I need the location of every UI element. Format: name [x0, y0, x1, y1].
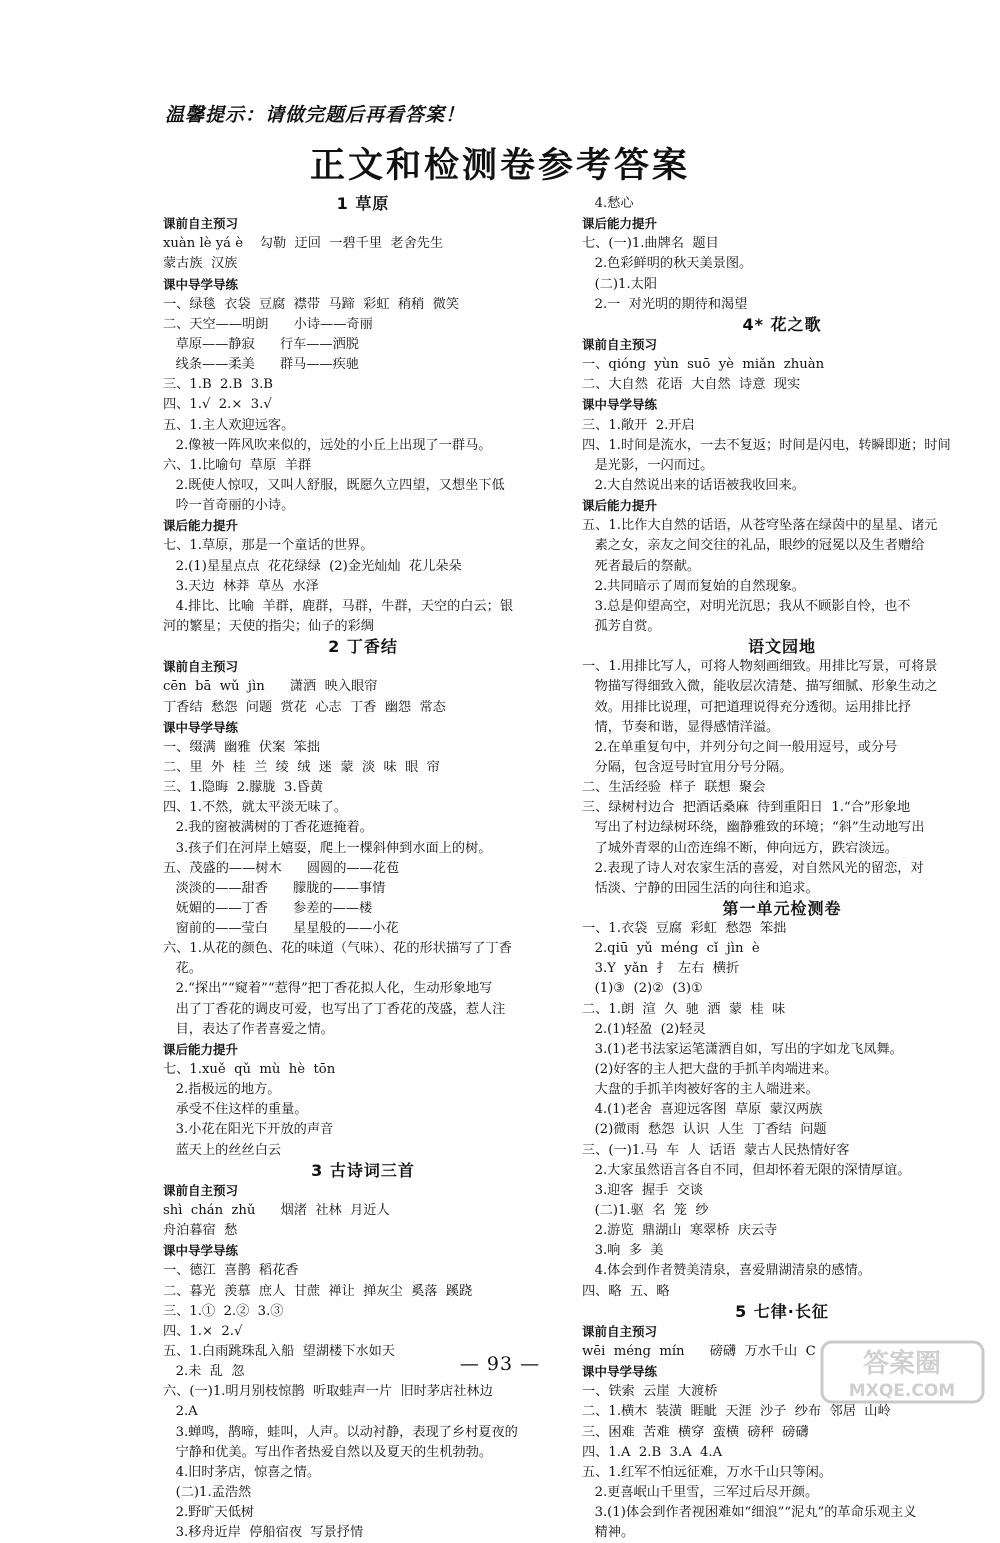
answer-line: 七、1.草原，那是一个童话的世界。 — [163, 538, 374, 554]
svg-text:答案圈: 答案圈 — [862, 1349, 942, 1379]
section-title: 语文园地 — [747, 637, 816, 657]
subsection-heading: 课前自主预习 — [163, 1182, 239, 1198]
answer-line: 六、1.比喻句 草原 羊群 — [163, 457, 312, 473]
answer-line: 草原——静寂 行车——洒脱 — [163, 336, 359, 352]
answer-line: 大盘的手抓羊肉被好客的主人端进来。 — [582, 1082, 819, 1098]
answer-line: 2.(1)星星点点 花花绿绿 (2)金光灿灿 花儿朵朵 — [163, 558, 462, 574]
answer-line: 花。 — [163, 961, 202, 977]
answer-line: 3.天边 林莽 草丛 水泽 — [163, 578, 319, 594]
answer-line: 2.指极远的地方。 — [163, 1082, 281, 1098]
answer-line: 4.排比、比喻 羊群，鹿群，马群，牛群，天空的白云；银 — [163, 598, 514, 614]
section-title: 5 七律·长征 — [735, 1301, 829, 1321]
answer-line: 二、1.朗 渲 久 驰 洒 蒙 桂 味 — [582, 1001, 786, 1017]
answer-line: 三、1.① 2.② 3.③ — [163, 1303, 284, 1319]
answer-line: 妩媚的——丁香 参差的——楼 — [163, 900, 373, 916]
answer-line: (二)1.孟浩然 — [163, 1485, 252, 1500]
answer-line: 一、qióng yùn suō yè miǎn zhuàn — [582, 357, 825, 373]
answer-line: 2.未 乱 忽 — [163, 1364, 245, 1380]
subsection-heading: 课后能力提升 — [163, 1041, 239, 1057]
answer-line: 2.既使人惊叹，又叫人舒服，既愿久立四望，又想坐下低 — [163, 477, 505, 493]
answer-line: 一、1.衣袋 豆腐 彩虹 愁怨 笨拙 — [582, 921, 787, 937]
answer-line: 三、1.隐晦 2.朦胧 3.昏黄 — [163, 780, 324, 796]
subsection-heading: 课中导学导练 — [163, 276, 239, 292]
answer-line: 二、大自然 花语 大自然 诗意 现实 — [582, 377, 801, 393]
answer-line: 窗前的——莹白 星星般的——小花 — [163, 921, 399, 937]
answer-line: 五、1.白雨跳珠乱入船 望湖楼下水如天 — [163, 1344, 395, 1360]
answer-line: 七、1.xuě qǔ mù hè tōn — [163, 1062, 336, 1078]
answer-line: (1)③ (2)② (3)① — [582, 981, 703, 997]
section-title: 4* 花之歌 — [742, 314, 822, 334]
answer-line: 3.响 多 美 — [582, 1243, 664, 1259]
subsection-heading: 课前自主预习 — [582, 1323, 658, 1339]
subsection-heading: 课后能力提升 — [582, 216, 658, 232]
section-title: 2 丁香结 — [328, 637, 398, 657]
answer-line: 写出了村边绿树环绕，幽静雅致的环境；“斜”生动地写出 — [582, 820, 925, 836]
answer-line: 2.(1)轻盈 (2)轻灵 — [582, 1021, 706, 1037]
answer-line: 3.蝉鸣，鹊啼，蛙叫，人声。以动衬静，表现了乡村夏夜的 — [163, 1424, 518, 1440]
answer-line: 五、1.红军不怕远征难，万水千山只等闲。 — [582, 1464, 832, 1480]
answer-line: 4.愁心 — [582, 196, 634, 211]
answer-line: 2.qiū yǔ méng cǐ jìn è — [582, 941, 760, 957]
answer-line: 3.迎客 握手 交谈 — [582, 1182, 704, 1198]
answer-line: 二、里 外 桂 兰 绫 绒 迷 蒙 淡 味 眼 帘 — [163, 759, 440, 775]
answer-line: 效。用排比说理，可把道理说得充分透彻。运用排比抒 — [582, 699, 912, 715]
answer-line: 五、茂盛的——树木 圆圆的——花苞 — [163, 860, 400, 876]
subsection-heading: 课中导学导练 — [163, 719, 239, 735]
answer-line: 4.体会到作者赞美清泉，喜爱鼎湖清泉的感情。 — [582, 1263, 871, 1279]
answer-line: 一、德江 喜鹊 稻花香 — [163, 1263, 299, 1279]
answer-line: 情，节奏和谐，显得感情洋溢。 — [582, 719, 780, 735]
answer-line: 二、生活经验 样子 联想 聚会 — [582, 780, 766, 796]
answer-line: (二)1.驱 名 笼 纱 — [582, 1203, 709, 1219]
answer-line: cēn bā wǔ jìn 潇洒 映入眼帘 — [163, 679, 378, 695]
answer-line: 2.“探出”“窥着”“惹得”把丁香花拟人化，生动形象地写 — [163, 981, 493, 997]
answer-line: 3.小花在阳光下开放的声音 — [163, 1122, 334, 1138]
answer-line: 淡淡的——甜香 朦胧的——事情 — [163, 880, 386, 896]
answer-line: 精神。 — [582, 1525, 635, 1541]
answer-line: 2.游览 鼎湖山 寒翠桥 庆云寺 — [582, 1223, 778, 1239]
answer-line: 2.表现了诗人对农家生活的喜爱，对自然风光的留恋，对 — [582, 860, 924, 876]
answer-line: 2.一 对光明的期待和渴望 — [582, 296, 748, 312]
subsection-heading: 课后能力提升 — [163, 518, 239, 534]
answer-line: 三、1.敞开 2.开启 — [582, 417, 695, 433]
answer-line: 五、1.主人欢迎远客。 — [163, 417, 295, 433]
answer-line: 四、1.A 2.B 3.A 4.A — [582, 1444, 723, 1460]
answer-line: 4.旧时茅店，惊喜之情。 — [163, 1464, 321, 1480]
answer-line: 四、略 五、略 — [582, 1283, 670, 1299]
reminder-notice: 温馨提示：请做完题后再看答案！ — [165, 104, 466, 126]
answer-line: 二、暮光 羡慕 庶人 甘蔗 禅让 掸灰尘 奚落 蹊跷 — [163, 1283, 473, 1299]
answer-line: (2)微雨 愁怨 认识 人生 丁香结 问题 — [582, 1122, 827, 1138]
watermark-logo — [820, 1338, 985, 1406]
section-title: 第一单元检测卷 — [722, 898, 842, 918]
answer-line: 三、困难 苦难 横穿 蛮横 磅秤 磅礴 — [582, 1424, 809, 1440]
answer-line: shì chán zhǔ 烟渚 社林 月近人 — [163, 1203, 390, 1219]
answer-line: 宁静和优美。写出作者热爱自然以及夏天的生机勃勃。 — [163, 1444, 493, 1460]
answer-line: 2.大自然说出来的话语被我收回来。 — [582, 477, 805, 493]
answer-line: 2.更喜岷山千里雪，三军过后尽开颜。 — [582, 1485, 819, 1500]
answer-line: 2.A — [163, 1404, 198, 1420]
section-title: 1 草原 — [336, 194, 390, 213]
answer-line: wēi méng mín 磅礴 万水千山 C — [582, 1344, 816, 1360]
subsection-heading: 课前自主预习 — [163, 216, 239, 232]
svg-text:MXQE.COM: MXQE.COM — [848, 1381, 956, 1401]
answer-line: 是光影，一闪而过。 — [582, 457, 714, 473]
left-answer-column — [163, 194, 563, 1543]
answer-line: 三、(一)1.马 车 人 话语 蒙古人民热情好客 — [582, 1142, 850, 1158]
answer-line: 丁香结 愁怨 问题 赏花 心志 丁香 幽怨 常态 — [163, 699, 446, 715]
answer-line: 2.我的窗被满树的丁香花遮掩着。 — [163, 820, 373, 836]
subsection-heading: 课前自主预习 — [582, 336, 658, 352]
answer-line: 七、(一)1.曲牌名 题目 — [582, 236, 719, 252]
answer-line: 线条——柔美 群马——疾驰 — [163, 357, 359, 373]
subsection-heading: 课后能力提升 — [582, 498, 658, 514]
answer-line: 目，表达了作者喜爱之情。 — [163, 1021, 334, 1037]
subsection-heading: 课中导学导练 — [582, 397, 658, 413]
answer-line: 分隔，包含逗号时宜用分号分隔。 — [582, 759, 793, 775]
answer-line: 2.共同暗示了周而复始的自然现象。 — [582, 578, 805, 594]
answer-line: 六、1.从花的颜色、花的味道（气味）、花的形状描写了丁香 — [163, 941, 512, 957]
answer-line: 承受不住这样的重量。 — [163, 1102, 308, 1118]
answer-line: 物描写得细致入微，能收层次清楚、描写细腻、形象生动之 — [582, 679, 938, 695]
answer-line: 2.像被一阵风吹来似的，远处的小丘上出现了一群马。 — [163, 437, 492, 453]
answer-line: 一、绿毯 衣袋 豆腐 襟带 马蹄 彩虹 稍稍 微笑 — [163, 296, 460, 312]
answer-line: 素之女，亲友之间交往的礼品，眼纱的冠冕以及生者赠给 — [582, 538, 925, 554]
answer-line: 3.孩子们在河岸上嬉耍，爬上一棵斜伸到水面上的树。 — [163, 840, 492, 856]
answer-line: 三、绿树村边合 把酒话桑麻 待到重阳日 1.“合”形象地 — [582, 800, 911, 816]
answer-line: 3.(1)体会到作者视困难如“细浪”“泥丸”的革命乐观主义 — [582, 1505, 917, 1521]
answer-line: 四、1.不然，就太平淡无味了。 — [163, 800, 348, 816]
answer-line: 一、1.用排比写人，可将人物刻画细致。用排比写景，可将景 — [582, 659, 938, 675]
answer-line: 四、1.× 2.√ — [163, 1323, 243, 1339]
answer-line: 3.总是仰望高空，对明光沉思；我从不顾影自怜，也不 — [582, 598, 911, 614]
answer-line: (二)1.太阳 — [582, 276, 658, 292]
answer-line: 蒙古族 汉族 — [163, 256, 238, 272]
answer-line: 一、铁索 云崖 大渡桥 — [582, 1384, 718, 1400]
answer-line: 3.移舟近岸 停船宿夜 写景抒情 — [163, 1525, 364, 1541]
answer-line: 二、天空——明朗 小诗——奇丽 — [163, 316, 373, 332]
answer-line: 五、1.比作大自然的话语，从苍穹坠落在绿茵中的星星、诸元 — [582, 518, 938, 534]
answer-line: 3.Y yǎn 扌 左右 横折 — [582, 961, 740, 977]
answer-line: (2)好客的主人把大盘的手抓羊肉端进来。 — [582, 1062, 838, 1078]
answer-line: 二、1.横木 装潢 睚眦 天涯 沙子 纱布 邻居 山岭 — [582, 1404, 891, 1420]
answer-line: 三、1.B 2.B 3.B — [163, 377, 273, 393]
answer-line: 四、1.√ 2.× 3.√ — [163, 397, 272, 413]
answer-line: 2.大家虽然语言各自不同，但却怀着无限的深情厚谊。 — [582, 1162, 911, 1178]
answer-line: 2.色彩鲜明的秋天美景图。 — [582, 256, 753, 272]
answer-line: 2.在单重复句中，并列分句之间一般用逗号，或分号 — [582, 739, 898, 755]
answer-line: 吟一首奇丽的小诗。 — [163, 498, 295, 514]
answer-line: 蓝天上的丝丝白云 — [163, 1142, 282, 1158]
answer-line: 河的繁星；天使的指尖；仙子的彩绸 — [163, 618, 374, 634]
answer-line: xuàn lè yá è 勾勒 迂回 一碧千里 老舍先生 — [163, 236, 444, 252]
page-title: 正文和检测卷参考答案 — [309, 146, 690, 186]
subsection-heading: 课中导学导练 — [582, 1364, 658, 1380]
answer-line: 4.(1)老舍 喜迎远客图 草原 蒙汉两族 — [582, 1102, 823, 1118]
answer-line: 死者最后的祭献。 — [582, 558, 701, 574]
answer-line: 四、1.时间是流水，一去不复返；时间是闪电，转瞬即逝；时间 — [582, 437, 951, 453]
page-number: — 93 — — [459, 1353, 541, 1375]
answer-line: 恬淡、宁静的田园生活的向往和追求。 — [582, 880, 819, 896]
answer-line: 舟泊暮宿 愁 — [163, 1223, 238, 1239]
subsection-heading: 课中导学导练 — [163, 1243, 239, 1259]
answer-line: 3.(1)老书法家运笔潇洒自如，写出的字如龙飞凤舞。 — [582, 1041, 903, 1057]
answer-line: 一、缀满 幽雅 伏案 笨拙 — [163, 739, 321, 755]
answer-line: 六、(一)1.明月别枝惊鹊 听取蛙声一片 旧时茅店社林边 — [163, 1384, 493, 1400]
answer-line: 孤芳自赏。 — [582, 618, 661, 634]
answer-line: 了城外青翠的山峦连绵不断，伸向远方，跌宕淡远。 — [582, 840, 898, 856]
subsection-heading: 课前自主预习 — [163, 659, 239, 675]
section-title: 3 古诗词三首 — [311, 1160, 415, 1180]
answer-line: 2.野旷天低树 — [163, 1505, 255, 1521]
answer-line: 出了丁香花的调皮可爱，也写出了丁香花的茂盛，惹人注 — [163, 1001, 506, 1017]
